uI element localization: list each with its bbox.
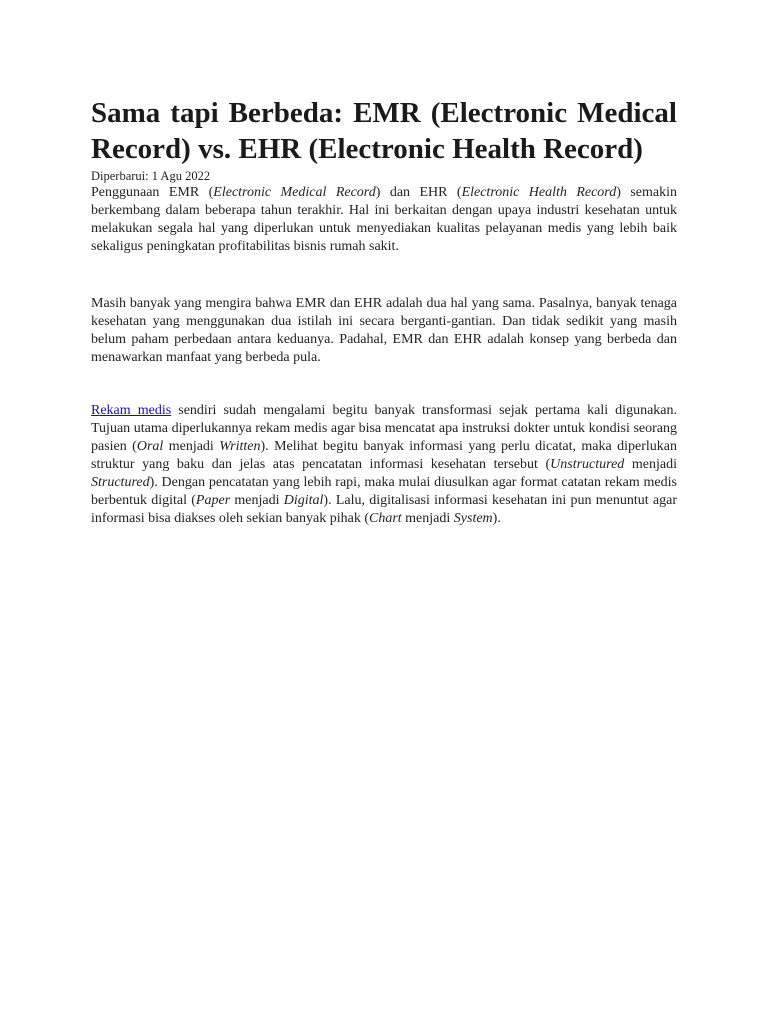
italic-term: Chart bbox=[368, 511, 402, 526]
rekam-medis-link[interactable]: Rekam medis bbox=[91, 403, 172, 418]
italic-term: Paper bbox=[195, 493, 231, 508]
text-segment: menjadi bbox=[401, 511, 454, 526]
text-segment: ). bbox=[492, 511, 501, 526]
italic-term: Digital bbox=[283, 493, 324, 508]
italic-term: Oral bbox=[136, 439, 164, 454]
text-segment: ). Dengan pencatatan yang lebih rapi, maka mulai diusulkan agar format catatan rekam medis berbentuk digital ( bbox=[91, 475, 677, 508]
text-segment: ). Lalu, digitalisasi informasi kesehatan ini pun menuntut agar informasi bisa diakses oleh sekian banyak pihak ( bbox=[91, 493, 677, 526]
updated-date: Diperbarui: 1 Agu 2022 bbox=[91, 169, 211, 183]
italic-term: Electronic Health Record bbox=[461, 185, 617, 200]
paragraph-history bbox=[91, 402, 677, 528]
text-segment: menjadi bbox=[163, 439, 220, 454]
italic-term: System bbox=[453, 511, 493, 526]
paragraph-intro bbox=[91, 184, 677, 256]
text-segment: sendiri sudah mengalami begitu banyak transformasi sejak pertama kali digunakan. Tujuan utama diperlukannya rekam medis agar bisa mencatat apa instruksi dokter untuk kondisi seorang pasien ( bbox=[91, 403, 677, 454]
italic-term: Written bbox=[219, 439, 261, 454]
text-segment: menjadi bbox=[624, 457, 677, 472]
article bbox=[91, 95, 677, 528]
italic-term: Structured bbox=[91, 475, 150, 490]
text-segment: ) dan EHR ( bbox=[375, 185, 462, 200]
paragraph-confusion: Masih banyak yang mengira bahwa EMR dan EHR adalah dua hal yang sama. Pasalnya, banyak tenaga kesehatan yang menggunakan dua istilah ini secara berganti-gantian. Dan tidak sedikit yang masih belum paham perbedaan antara keduanya. Padahal, EMR dan EHR adalah konsep yang berbeda dan menawarkan manfaat yang berbeda pula. bbox=[91, 296, 677, 365]
italic-term: Unstructured bbox=[550, 457, 625, 472]
italic-term: Electronic Medical Record bbox=[213, 185, 376, 200]
text-segment: ). Melihat begitu banyak informasi yang perlu dicatat, maka diperlukan struktur yang baku dan jelas atas pencatatan informasi kesehatan tersebut ( bbox=[91, 439, 677, 472]
text-segment: menjadi bbox=[230, 493, 284, 508]
text-segment: ) semakin berkembang dalam beberapa tahun terakhir. Hal ini berkaitan dengan upaya industri kesehatan untuk melakukan segala hal yang diperlukan untuk menyediakan kualitas pelayanan medis yang lebih baik sekaligus peningkatan profitabilitas bisnis rumah sakit. bbox=[91, 185, 677, 254]
article-title: Sama tapi Berbeda: EMR (Electronic Medical Record) vs. EHR (Electronic Health Record) bbox=[91, 97, 677, 165]
text-segment: Penggunaan EMR ( bbox=[91, 185, 214, 200]
